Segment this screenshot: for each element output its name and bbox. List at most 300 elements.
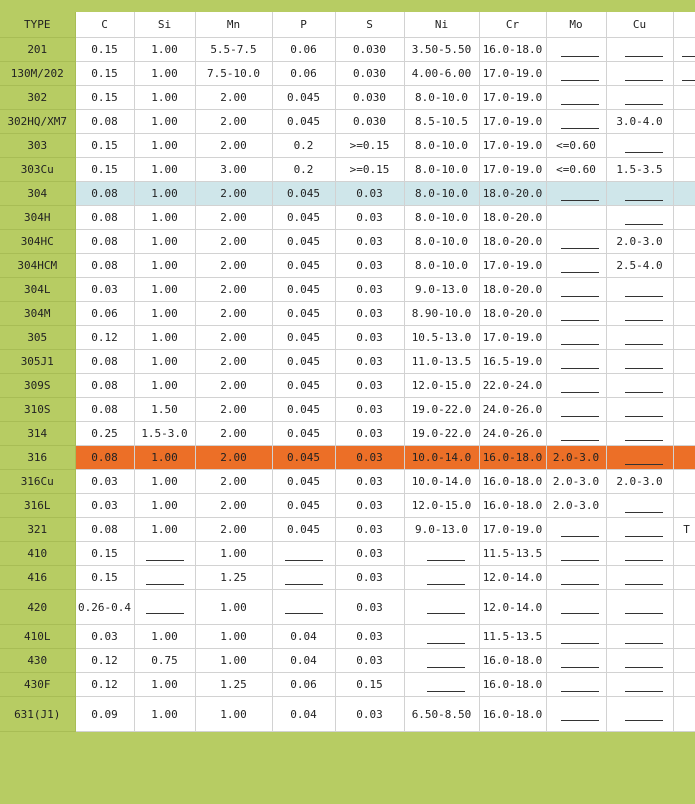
cell-cr: 16.0-18.0 [479,697,546,732]
cell-mn: 2.00 [195,254,272,278]
cell-si: 1.00 [134,230,195,254]
cell-mn: 2.00 [195,230,272,254]
table-row [0,446,695,470]
blank-line [427,560,465,561]
cell-ni: 4.00-6.00 [404,62,479,86]
cell-mo [546,182,606,206]
blank-line [561,104,599,105]
cell-extra [673,278,695,302]
cell-p: 0.045 [272,398,335,422]
cell-cr: 22.0-24.0 [479,374,546,398]
cell-type: 303 [0,134,75,158]
cell-extra [673,110,695,134]
cell-mn: 7.5-10.0 [195,62,272,86]
cell-cu [606,590,673,625]
cell-ni: 10.5-13.0 [404,326,479,350]
cell-type: 430 [0,649,75,673]
cell-cu [606,62,673,86]
cell-extra [673,470,695,494]
cell-mo [546,350,606,374]
table-row [0,302,695,326]
cell-ni [404,649,479,673]
cell-mo [546,625,606,649]
header-type: TYPE [0,12,75,38]
cell-cr: 17.0-19.0 [479,62,546,86]
blank-line [146,584,184,585]
cell-c: 0.08 [75,350,134,374]
blank-line [561,560,599,561]
cell-type: 430F [0,673,75,697]
cell-type: 304L [0,278,75,302]
cell-cu [606,649,673,673]
cell-type: 316L [0,494,75,518]
cell-mo: 2.0-3.0 [546,494,606,518]
cell-cu [606,350,673,374]
cell-si: 0.75 [134,649,195,673]
cell-cr: 16.0-18.0 [479,673,546,697]
blank-line [561,613,599,614]
cell-type: 302HQ/XM7 [0,110,75,134]
cell-p: 0.2 [272,158,335,182]
cell-si: 1.00 [134,86,195,110]
cell-c: 0.15 [75,566,134,590]
cell-extra [673,350,695,374]
cell-ni [404,625,479,649]
cell-ni: 6.50-8.50 [404,697,479,732]
header-ni: Ni [404,12,479,38]
table-row [0,590,695,625]
cell-si: 1.00 [134,134,195,158]
cell-extra [673,649,695,673]
cell-p [272,542,335,566]
cell-s: 0.030 [335,62,404,86]
blank-line [625,80,663,81]
cell-cr: 17.0-19.0 [479,134,546,158]
cell-extra [673,134,695,158]
cell-cr: 24.0-26.0 [479,422,546,446]
cell-cr: 11.5-13.5 [479,625,546,649]
cell-type: 130M/202 [0,62,75,86]
cell-cu [606,374,673,398]
header-mn: Mn [195,12,272,38]
cell-c: 0.15 [75,134,134,158]
cell-mn: 2.00 [195,494,272,518]
cell-cr: 18.0-20.0 [479,182,546,206]
cell-c: 0.09 [75,697,134,732]
cell-cu [606,446,673,470]
blank-line [427,643,465,644]
cell-c: 0.25 [75,422,134,446]
cell-p: 0.045 [272,278,335,302]
cell-si: 1.00 [134,470,195,494]
cell-cu [606,697,673,732]
cell-s: 0.03 [335,350,404,374]
cell-p: 0.06 [272,62,335,86]
cell-cr: 16.0-18.0 [479,446,546,470]
cell-si: 1.00 [134,278,195,302]
cell-ni: 19.0-22.0 [404,422,479,446]
cell-p: 0.06 [272,673,335,697]
blank-line [625,152,663,153]
cell-extra [673,398,695,422]
cell-mn: 2.00 [195,422,272,446]
cell-ni: 19.0-22.0 [404,398,479,422]
cell-type: 316 [0,446,75,470]
cell-type: 305 [0,326,75,350]
cell-cr: 16.5-19.0 [479,350,546,374]
cell-type: 631(J1) [0,697,75,732]
cell-c: 0.08 [75,230,134,254]
cell-ni [404,590,479,625]
cell-mn: 2.00 [195,206,272,230]
blank-line [427,667,465,668]
cell-extra [673,182,695,206]
cell-p: 0.06 [272,38,335,62]
cell-extra [673,446,695,470]
cell-ni: 3.50-5.50 [404,38,479,62]
cell-cr: 18.0-20.0 [479,302,546,326]
cell-c: 0.12 [75,673,134,697]
cell-s: 0.03 [335,625,404,649]
table-row [0,625,695,649]
cell-c: 0.03 [75,470,134,494]
cell-si: 1.00 [134,625,195,649]
cell-extra [673,38,695,62]
cell-si: 1.00 [134,254,195,278]
cell-p: 0.04 [272,697,335,732]
cell-s: 0.03 [335,230,404,254]
cell-ni: 8.0-10.0 [404,254,479,278]
cell-extra [673,374,695,398]
cell-mo [546,697,606,732]
cell-extra [673,86,695,110]
blank-line [561,56,599,57]
blank-line [682,56,695,57]
blank-line [561,320,599,321]
cell-p: 0.045 [272,446,335,470]
cell-cr: 24.0-26.0 [479,398,546,422]
cell-type: 302 [0,86,75,110]
cell-p: 0.045 [272,230,335,254]
table-row [0,326,695,350]
cell-cu [606,398,673,422]
cell-type: 316Cu [0,470,75,494]
blank-line [561,344,599,345]
cell-si: 1.00 [134,158,195,182]
header-c: C [75,12,134,38]
cell-s: 0.03 [335,254,404,278]
blank-line [561,392,599,393]
cell-type: 309S [0,374,75,398]
cell-ni: 8.0-10.0 [404,134,479,158]
cell-cr: 16.0-18.0 [479,38,546,62]
blank-line [625,200,663,201]
cell-s: 0.03 [335,278,404,302]
cell-extra [673,302,695,326]
table-row [0,350,695,374]
cell-cr: 17.0-19.0 [479,518,546,542]
blank-line [625,667,663,668]
blank-line [561,643,599,644]
cell-ni: 8.0-10.0 [404,158,479,182]
cell-p: 0.045 [272,182,335,206]
cell-mn: 1.00 [195,649,272,673]
cell-ni: 8.5-10.5 [404,110,479,134]
cell-type: 304H [0,206,75,230]
cell-ni: 8.0-10.0 [404,182,479,206]
blank-line [625,720,663,721]
cell-type: 304 [0,182,75,206]
cell-mo [546,566,606,590]
cell-c: 0.08 [75,446,134,470]
cell-mn: 2.00 [195,446,272,470]
cell-mn: 2.00 [195,86,272,110]
cell-mo [546,254,606,278]
cell-c: 0.12 [75,326,134,350]
cell-p: 0.045 [272,206,335,230]
cell-c: 0.08 [75,110,134,134]
cell-mo [546,590,606,625]
cell-mn: 2.00 [195,518,272,542]
cell-c: 0.06 [75,302,134,326]
cell-type: 303Cu [0,158,75,182]
cell-si: 1.00 [134,374,195,398]
cell-cu: 1.5-3.5 [606,158,673,182]
cell-si: 1.00 [134,350,195,374]
cell-cu [606,542,673,566]
blank-line [285,584,323,585]
cell-s: 0.03 [335,422,404,446]
blank-line [561,80,599,81]
blank-line [625,440,663,441]
blank-line [682,80,695,81]
blank-line [625,368,663,369]
cell-ni: 10.0-14.0 [404,446,479,470]
table-row [0,422,695,446]
cell-p: 0.045 [272,302,335,326]
cell-ni: 12.0-15.0 [404,374,479,398]
cell-s: 0.03 [335,494,404,518]
cell-cr: 12.0-14.0 [479,566,546,590]
cell-c: 0.26-0.4 [75,590,134,625]
cell-cr: 11.5-13.5 [479,542,546,566]
cell-mn: 2.00 [195,302,272,326]
cell-cu [606,134,673,158]
blank-line [625,320,663,321]
cell-cu [606,38,673,62]
cell-ni: 8.0-10.0 [404,206,479,230]
cell-mn: 2.00 [195,350,272,374]
blank-line [561,272,599,273]
cell-si: 1.00 [134,673,195,697]
cell-s: 0.03 [335,590,404,625]
cell-mn: 2.00 [195,326,272,350]
cell-mo [546,230,606,254]
cell-mo: 2.0-3.0 [546,446,606,470]
cell-s: 0.03 [335,182,404,206]
cell-c: 0.08 [75,254,134,278]
table-row [0,206,695,230]
cell-extra: T [673,518,695,542]
blank-line [625,613,663,614]
cell-p: 0.045 [272,422,335,446]
header-s: S [335,12,404,38]
cell-mo [546,278,606,302]
cell-s: 0.030 [335,110,404,134]
cell-c: 0.08 [75,182,134,206]
cell-extra [673,625,695,649]
cell-ni: 8.0-10.0 [404,230,479,254]
cell-cr: 16.0-18.0 [479,494,546,518]
table-row [0,374,695,398]
cell-type: 305J1 [0,350,75,374]
cell-si: 1.00 [134,182,195,206]
cell-s: 0.03 [335,518,404,542]
cell-c: 0.12 [75,649,134,673]
cell-extra [673,542,695,566]
cell-cu [606,518,673,542]
cell-s: >=0.15 [335,158,404,182]
table-row [0,566,695,590]
cell-c: 0.03 [75,625,134,649]
cell-s: 0.03 [335,206,404,230]
blank-line [561,536,599,537]
cell-c: 0.08 [75,518,134,542]
cell-cu [606,625,673,649]
cell-s: 0.03 [335,398,404,422]
blank-line [561,296,599,297]
cell-ni: 8.0-10.0 [404,86,479,110]
cell-p: 0.045 [272,494,335,518]
header-mo: Mo [546,12,606,38]
cell-mo [546,422,606,446]
cell-s: 0.03 [335,374,404,398]
cell-mo [546,398,606,422]
cell-mn: 1.00 [195,542,272,566]
blank-line [561,667,599,668]
cell-cu: 2.0-3.0 [606,230,673,254]
cell-mn: 2.00 [195,374,272,398]
table-row [0,230,695,254]
cell-mn: 2.00 [195,278,272,302]
cell-ni [404,566,479,590]
cell-extra [673,230,695,254]
cell-c: 0.08 [75,206,134,230]
header-si: Si [134,12,195,38]
cell-s: >=0.15 [335,134,404,158]
cell-p: 0.045 [272,254,335,278]
cell-p: 0.045 [272,86,335,110]
blank-line [625,464,663,465]
blank-line [427,584,465,585]
cell-cu [606,86,673,110]
blank-line [625,344,663,345]
cell-p: 0.04 [272,649,335,673]
cell-ni [404,673,479,697]
cell-cu [606,326,673,350]
blank-line [561,368,599,369]
cell-p: 0.2 [272,134,335,158]
cell-mo [546,302,606,326]
cell-s: 0.03 [335,566,404,590]
cell-cr: 18.0-20.0 [479,206,546,230]
cell-cr: 16.0-18.0 [479,649,546,673]
cell-p: 0.045 [272,110,335,134]
cell-cr: 17.0-19.0 [479,254,546,278]
cell-s: 0.03 [335,697,404,732]
cell-mo [546,38,606,62]
cell-si [134,590,195,625]
cell-cu [606,673,673,697]
blank-line [561,200,599,201]
cell-mo: <=0.60 [546,158,606,182]
blank-line [146,613,184,614]
blank-line [625,104,663,105]
cell-extra [673,494,695,518]
header-cu: Cu [606,12,673,38]
blank-line [625,56,663,57]
cell-mo [546,518,606,542]
cell-ni: 10.0-14.0 [404,470,479,494]
header-row [0,12,695,38]
cell-extra [673,326,695,350]
cell-type: 310S [0,398,75,422]
cell-cr: 17.0-19.0 [479,158,546,182]
cell-ni: 12.0-15.0 [404,494,479,518]
cell-p: 0.045 [272,470,335,494]
cell-p: 0.04 [272,625,335,649]
cell-cr: 17.0-19.0 [479,86,546,110]
table-row [0,649,695,673]
cell-cu [606,302,673,326]
cell-c: 0.15 [75,542,134,566]
table-row [0,518,695,542]
cell-p: 0.045 [272,518,335,542]
cell-ni: 8.90-10.0 [404,302,479,326]
cell-mo [546,326,606,350]
cell-cr: 17.0-19.0 [479,326,546,350]
cell-type: 410L [0,625,75,649]
cell-extra [673,697,695,732]
cell-c: 0.08 [75,398,134,422]
cell-cr: 12.0-14.0 [479,590,546,625]
cell-mn: 2.00 [195,134,272,158]
table-row [0,38,695,62]
cell-cu: 2.5-4.0 [606,254,673,278]
cell-extra [673,254,695,278]
blank-line [561,128,599,129]
cell-mn: 2.00 [195,182,272,206]
cell-p: 0.045 [272,326,335,350]
blank-line [625,392,663,393]
cell-cr: 16.0-18.0 [479,470,546,494]
blank-line [625,691,663,692]
blank-line [285,613,323,614]
cell-si: 1.00 [134,326,195,350]
cell-cr: 17.0-19.0 [479,110,546,134]
cell-ni: 9.0-13.0 [404,278,479,302]
cell-type: 410 [0,542,75,566]
blank-line [285,560,323,561]
cell-extra [673,673,695,697]
cell-cu: 2.0-3.0 [606,470,673,494]
cell-type: 321 [0,518,75,542]
cell-si: 1.00 [134,302,195,326]
cell-cu [606,422,673,446]
cell-c: 0.03 [75,278,134,302]
cell-s: 0.03 [335,542,404,566]
cell-si: 1.00 [134,62,195,86]
